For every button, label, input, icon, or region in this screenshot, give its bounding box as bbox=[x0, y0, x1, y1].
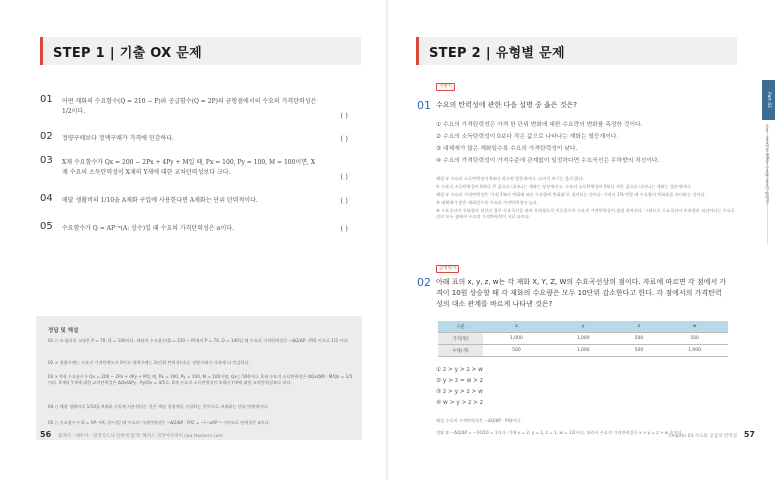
solution-line: ① 수요의 소득탄력성이 0보다 큰 값으로 나타나는 재화는 정상재이고, 수요의 소득탄력성이 0보다 작은 값으로 나타나는 재화는 열등재이다. bbox=[436, 184, 692, 189]
step2-title: STEP 2 | 유형별 문제 bbox=[429, 46, 565, 61]
option-2: ② 수요의 소득탄력성이 0보다 작은 값으로 나타나는 재화는 열등재이다. bbox=[436, 134, 619, 140]
step1-header bbox=[40, 37, 361, 65]
table-cell: 500 bbox=[483, 345, 550, 357]
solution-line: 해설 ① 수요의 가격탄력성은 '가격 1%의 변화에 따른 수요량의 변화율'로 정의되는 것이다. 가격이 1% 변할 때 수요량의 변화율을 의미하는 것이다. bbox=[436, 192, 706, 197]
answer-line: 01 ○ ⊙ 협의의 교형은 P = 70, Q = 140이다. 재화의 수요함수(Q = 210 − P)에서 P = 70, Q = 140일 때 수요의 가격탄력성은 −ΔQ/ΔP · P/Q 이므로 1/2 이다. bbox=[48, 338, 349, 343]
answer-paren: ( ) bbox=[340, 225, 348, 233]
footer-text: Chapter 03 수요와 공급의 탄력성 bbox=[668, 434, 737, 439]
solution-line: 해설 수요의 가격탄력성은 −ΔQ/ΔP · P/Q이다. bbox=[436, 418, 522, 423]
table-header-cell: w bbox=[661, 321, 728, 333]
question-text: X재 수요함수가 Qx = 200 − 2Px + 4Py + M일 때, Px = 100, Py = 100, M = 100이면, X재 수요의 소득탄력성이 X재의 Y재에 대한 교차탄력성보다 크다. bbox=[62, 159, 316, 176]
table-row-header: 수량(개) bbox=[438, 345, 483, 357]
question-source-tag: 감정평가 bbox=[436, 265, 459, 273]
step1-title: STEP 1 | 기출 OX 문제 bbox=[53, 46, 203, 61]
table-cell: 500 bbox=[661, 333, 728, 345]
option-4: ④ 수요의 가격탄력성이 가격수준에 관계없이 일정하다면 수요곡선은 우하향의 직선이다. bbox=[436, 158, 660, 164]
question-number: 04 bbox=[40, 193, 53, 204]
table-cell: 1,000 bbox=[550, 333, 617, 345]
option-1: ① z > y > z > w bbox=[436, 367, 483, 373]
option-1: ① 수요의 가격탄력성은 가격 한 단위 변화에 대한 수요량의 변화를 측정한 것이다. bbox=[436, 122, 643, 128]
right-page bbox=[388, 0, 775, 480]
table-cell: 1,000 bbox=[483, 333, 550, 345]
question-text: 어떤 재화의 수요함수(Q = 210 − P)와 공급함수(Q = 2P)의 균형점에서의 수요의 가격탄력성은 1/2이다. bbox=[62, 98, 317, 115]
answer-paren: ( ) bbox=[340, 135, 348, 143]
table-header-cell: x bbox=[483, 321, 550, 333]
table-header-cell: 구분 bbox=[438, 321, 483, 333]
table-cell: 1,000 bbox=[661, 345, 728, 357]
table-row-header: 가격(원) bbox=[438, 333, 483, 345]
table-cell: 500 bbox=[617, 345, 662, 357]
answer-line: 05 ○ 수요함수가 Q = AP⁻ᵅ(A: 상수)일 때 수요의 가격탄력성은 −ΔQ/ΔP · P/Q = −(−αAP⁻ᵅ⁻¹)이므로 탄력성은 α이다. bbox=[48, 420, 270, 425]
option-3: ③ 대체재가 많은 재화일수록 수요의 가격탄력성이 낮다. bbox=[436, 146, 578, 152]
answer-line: 02 × 정량구매는 수요의 가격탄력도가 0이고 정액구매는 1(단위 탄력적)이다. 정량구매가 가격에 더 민감하다. bbox=[48, 360, 250, 365]
question-text: 아래 표의 x, y, z, w는 각 재화 X, Y, Z, W의 수요곡선상의 점이다. 자료에 따르면 각 점에서 가격이 10원 상승할 때 각 재화의 수요량은 모두 10단위 감소한다고 한다. 각 점에서의 가격탄력성의 대소 관계를 바르게 나타낸 것은? bbox=[436, 278, 727, 308]
answer-title: 정답 및 해설 bbox=[48, 328, 79, 334]
part-label: Part 02 bbox=[762, 80, 775, 120]
page-number: 57 bbox=[743, 430, 755, 439]
table-header-cell: y bbox=[550, 321, 617, 333]
option-2: ② y > z = w > z bbox=[436, 378, 483, 384]
table-cell: 500 bbox=[617, 333, 662, 345]
question-source-tag: 지방직 bbox=[436, 83, 455, 91]
table-header-cell: z bbox=[617, 321, 662, 333]
question-number: 05 bbox=[40, 221, 53, 232]
question-text: 매달 생활비의 1/10을 A재화 구입에 사용한다면 A재화는 단위 탄력적이다. bbox=[62, 197, 258, 204]
side-chapter-tab bbox=[762, 80, 775, 250]
left-page bbox=[0, 0, 387, 480]
solution-line: ③ 대체재가 많은 재화일수록 수요의 가격탄력성이 높다. bbox=[436, 200, 539, 205]
question-text: 수요함수가 Q = AP⁻ᵅ(A: 상수)일 때 수요의 가격탄력성은 α이다. bbox=[62, 225, 235, 232]
option-3: ③ z > y > z > w bbox=[436, 389, 483, 395]
elasticity-table bbox=[438, 321, 728, 357]
answer-line: 04 ○ 매달 생활비의 1/10을 A재화 구입에 사용한다는 것은 매달 일정액을 구입하는 것이므로, A재화는 단위 탄력적이다. bbox=[48, 404, 269, 409]
answer-paren: ( ) bbox=[340, 197, 348, 205]
table-row bbox=[438, 333, 728, 345]
answer-paren: ( ) bbox=[340, 112, 348, 120]
question-number: 02 bbox=[417, 276, 431, 289]
question-number: 01 bbox=[417, 99, 431, 112]
option-4: ④ w > y > z > z bbox=[436, 400, 483, 406]
answer-paren: ( ) bbox=[340, 173, 348, 181]
solution-line: 해설 ① 수요의 소득탄력성이 0보다 작으면 열등재이다. 나머지 보기는 옳지 않다. bbox=[436, 176, 584, 181]
question-number: 01 bbox=[40, 94, 53, 105]
page-number: 56 bbox=[40, 430, 52, 439]
answer-explanation-box bbox=[36, 316, 362, 440]
table-cell: 1,000 bbox=[550, 345, 617, 357]
solution-line: ④ 수요곡선이 우하향의 직선인 경우 수요곡선을 따라 우하향으로 이동할수록 수요의 가격탄력성이 점점 작아진다. 그러므로 수요곡선이 우하향의 직선이라는 수요곡선의 모든 점에서 수요의 가격탄력성이 서로 다르다. bbox=[436, 208, 735, 219]
left-footer bbox=[40, 430, 223, 439]
step2-header bbox=[416, 37, 737, 65]
question-text: 수요의 탄력성에 관한 다음 설명 중 옳은 것은? bbox=[436, 101, 578, 109]
table-row bbox=[438, 345, 728, 357]
question-number: 02 bbox=[40, 131, 53, 142]
footer-text: 회계사 · 세무사 · 경영지도사 단번에 합격! 해커스 경영아카데미 cpa.Hackers.com bbox=[58, 434, 223, 439]
question-number: 03 bbox=[40, 155, 53, 166]
question-text: 정량구매보다 정액구매가 가격에 민감하다. bbox=[62, 135, 174, 142]
chapter-label: 수요 · 공급이론 제6장 수요와 공급의 탄력성 bbox=[765, 124, 770, 204]
table-header-row bbox=[438, 321, 728, 333]
right-footer bbox=[668, 430, 755, 439]
answer-line: 03 × X재 수요함수가 Qx = 200 − 2Px + 4Py + M일 때, Px = 100, Py = 100, M = 100이면, Qx는 500이다. X재 수요의 소득탄력성은 ΔQx/ΔM · M/Qx = 1/5이다. X재의 Y재에 대한 교차탄력성은 ΔQx/ΔPy · Py/Qx = 4/5로, X재 수요의 소득탄력성이 X재의 Y재에 대한 교차탄력성보다 작다. bbox=[48, 374, 353, 385]
solution-line: 정답 ③ −ΔQ/ΔP = −10/10 = 1이다. 이때 x = 2, y = 1, z = 1, w = 1/2이다. 따라서 수요의 가격탄력성은 x > y = z > w 순이다. bbox=[436, 430, 683, 435]
